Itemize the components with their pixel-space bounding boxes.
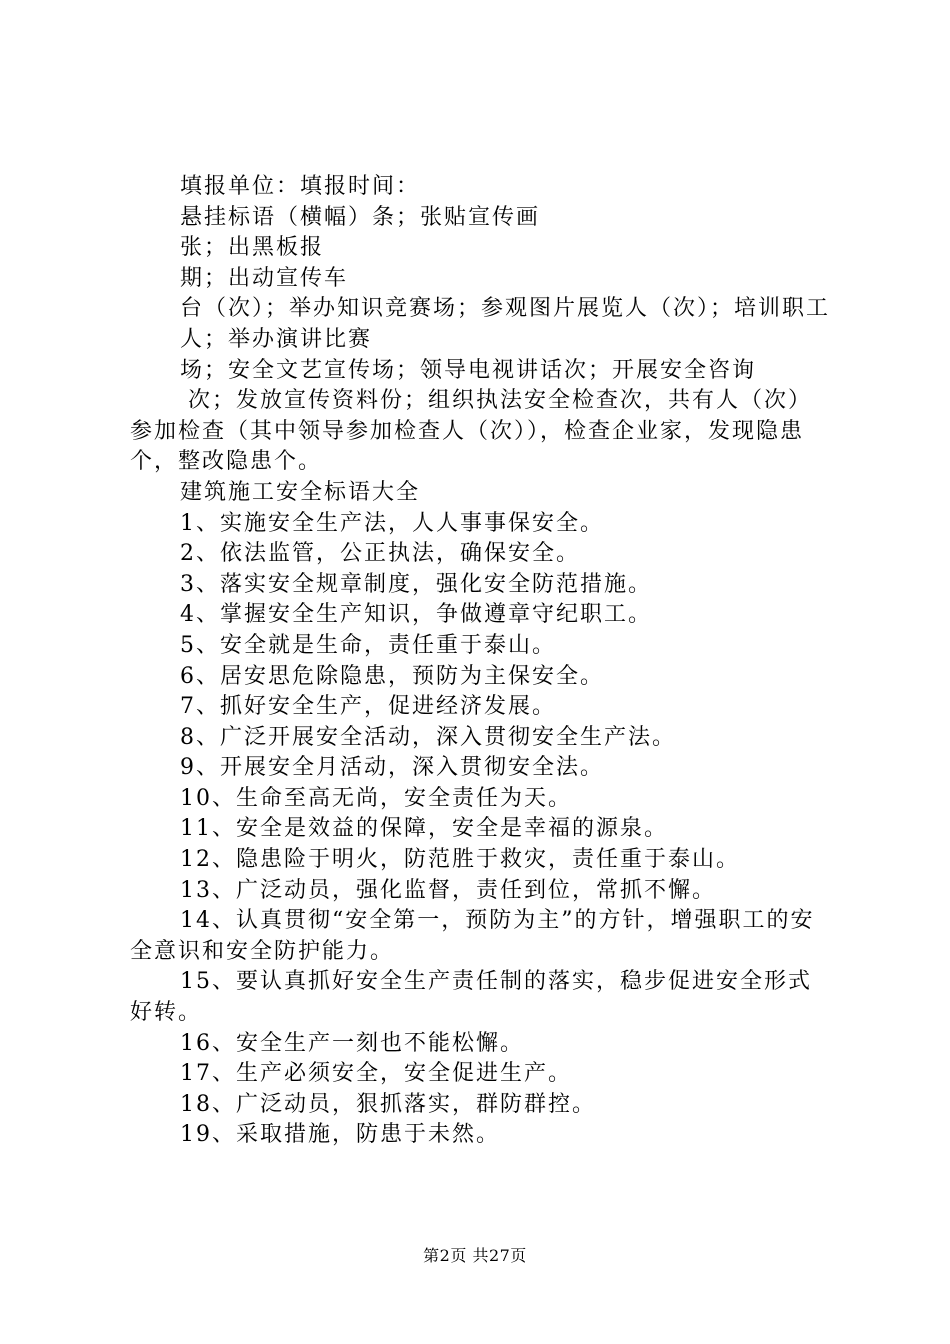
slogan-item: 19、采取措施，防患于未然。 [180,1122,500,1148]
page-number-footer: 第2页 共27页 [423,1246,527,1265]
slogan-item: 3、落实安全规章制度，强化安全防范措施。 [180,571,652,597]
document-body [130,172,835,1151]
paragraph-speech-contest: 人；举办演讲比赛 [180,326,373,352]
slogan-item: 10、生命至高无尚，安全责任为天。 [180,785,572,811]
slogan-item: 15、要认真抓好安全生产责任制的落实，稳步促进安全形式好转。 [130,969,812,1026]
slogan-item: 13、广泛动员，强化监督，责任到位，常抓不懈。 [180,877,716,903]
paragraph-fill-unit: 填报单位：填报时间： [180,174,421,199]
slogan-item: 16、安全生产一刻也不能松懈。 [180,1030,524,1056]
slogan-item: 12、隐患险于明火，防范胜于救灾，责任重于泰山。 [180,847,740,873]
slogan-item: 2、依法监管，公正执法，确保安全。 [180,541,580,567]
slogan-item: 1、实施安全生产法，人人事事保安全。 [180,510,604,536]
slogan-item: 8、广泛开展安全活动，深入贯彻安全生产法。 [180,724,676,750]
paragraph-banners: 悬挂标语（横幅）条；张贴宣传画 [180,204,541,230]
paragraph-consulting: 场；安全文艺宣传场；领导电视讲话次；开展安全咨询 [180,357,757,383]
slogan-item: 5、安全就是生命，责任重于泰山。 [180,632,556,658]
slogan-item: 7、抓好安全生产，促进经济发展。 [180,694,556,720]
slogan-item: 18、广泛动员，狠抓落实，群防群控。 [180,1091,596,1117]
slogan-item: 17、生产必须安全，安全促进生产。 [180,1061,572,1087]
slogan-item: 11、安全是效益的保障，安全是幸福的源泉。 [180,816,668,842]
paragraph-activities: 台（次）；举办知识竞赛场；参观图片展览人（次）；培训职工 [180,296,831,322]
section-heading: 建筑施工安全标语大全 [180,479,421,505]
paragraph-vehicles: 期；出动宣传车 [180,265,349,291]
slogan-item: 6、居安思危除隐患，预防为主保安全。 [180,663,604,689]
slogan-item: 9、开展安全月活动，深入贯彻安全法。 [180,755,604,781]
paragraph-blackboard: 张；出黑板报 [180,235,325,261]
paragraph-inspection: 次；发放宣传资料份；组织执法安全检查次，共有人（次）参加检查（其中领导参加检查人（次）），检查企业家，发现隐患个，整改隐患个。 [130,388,813,475]
slogan-item: 14、认真贯彻“安全第一，预防为主”的方针，增强职工的安全意识和安全防护能力。 [130,908,815,964]
slogan-item: 4、掌握安全生产知识，争做遵章守纪职工。 [180,602,652,628]
